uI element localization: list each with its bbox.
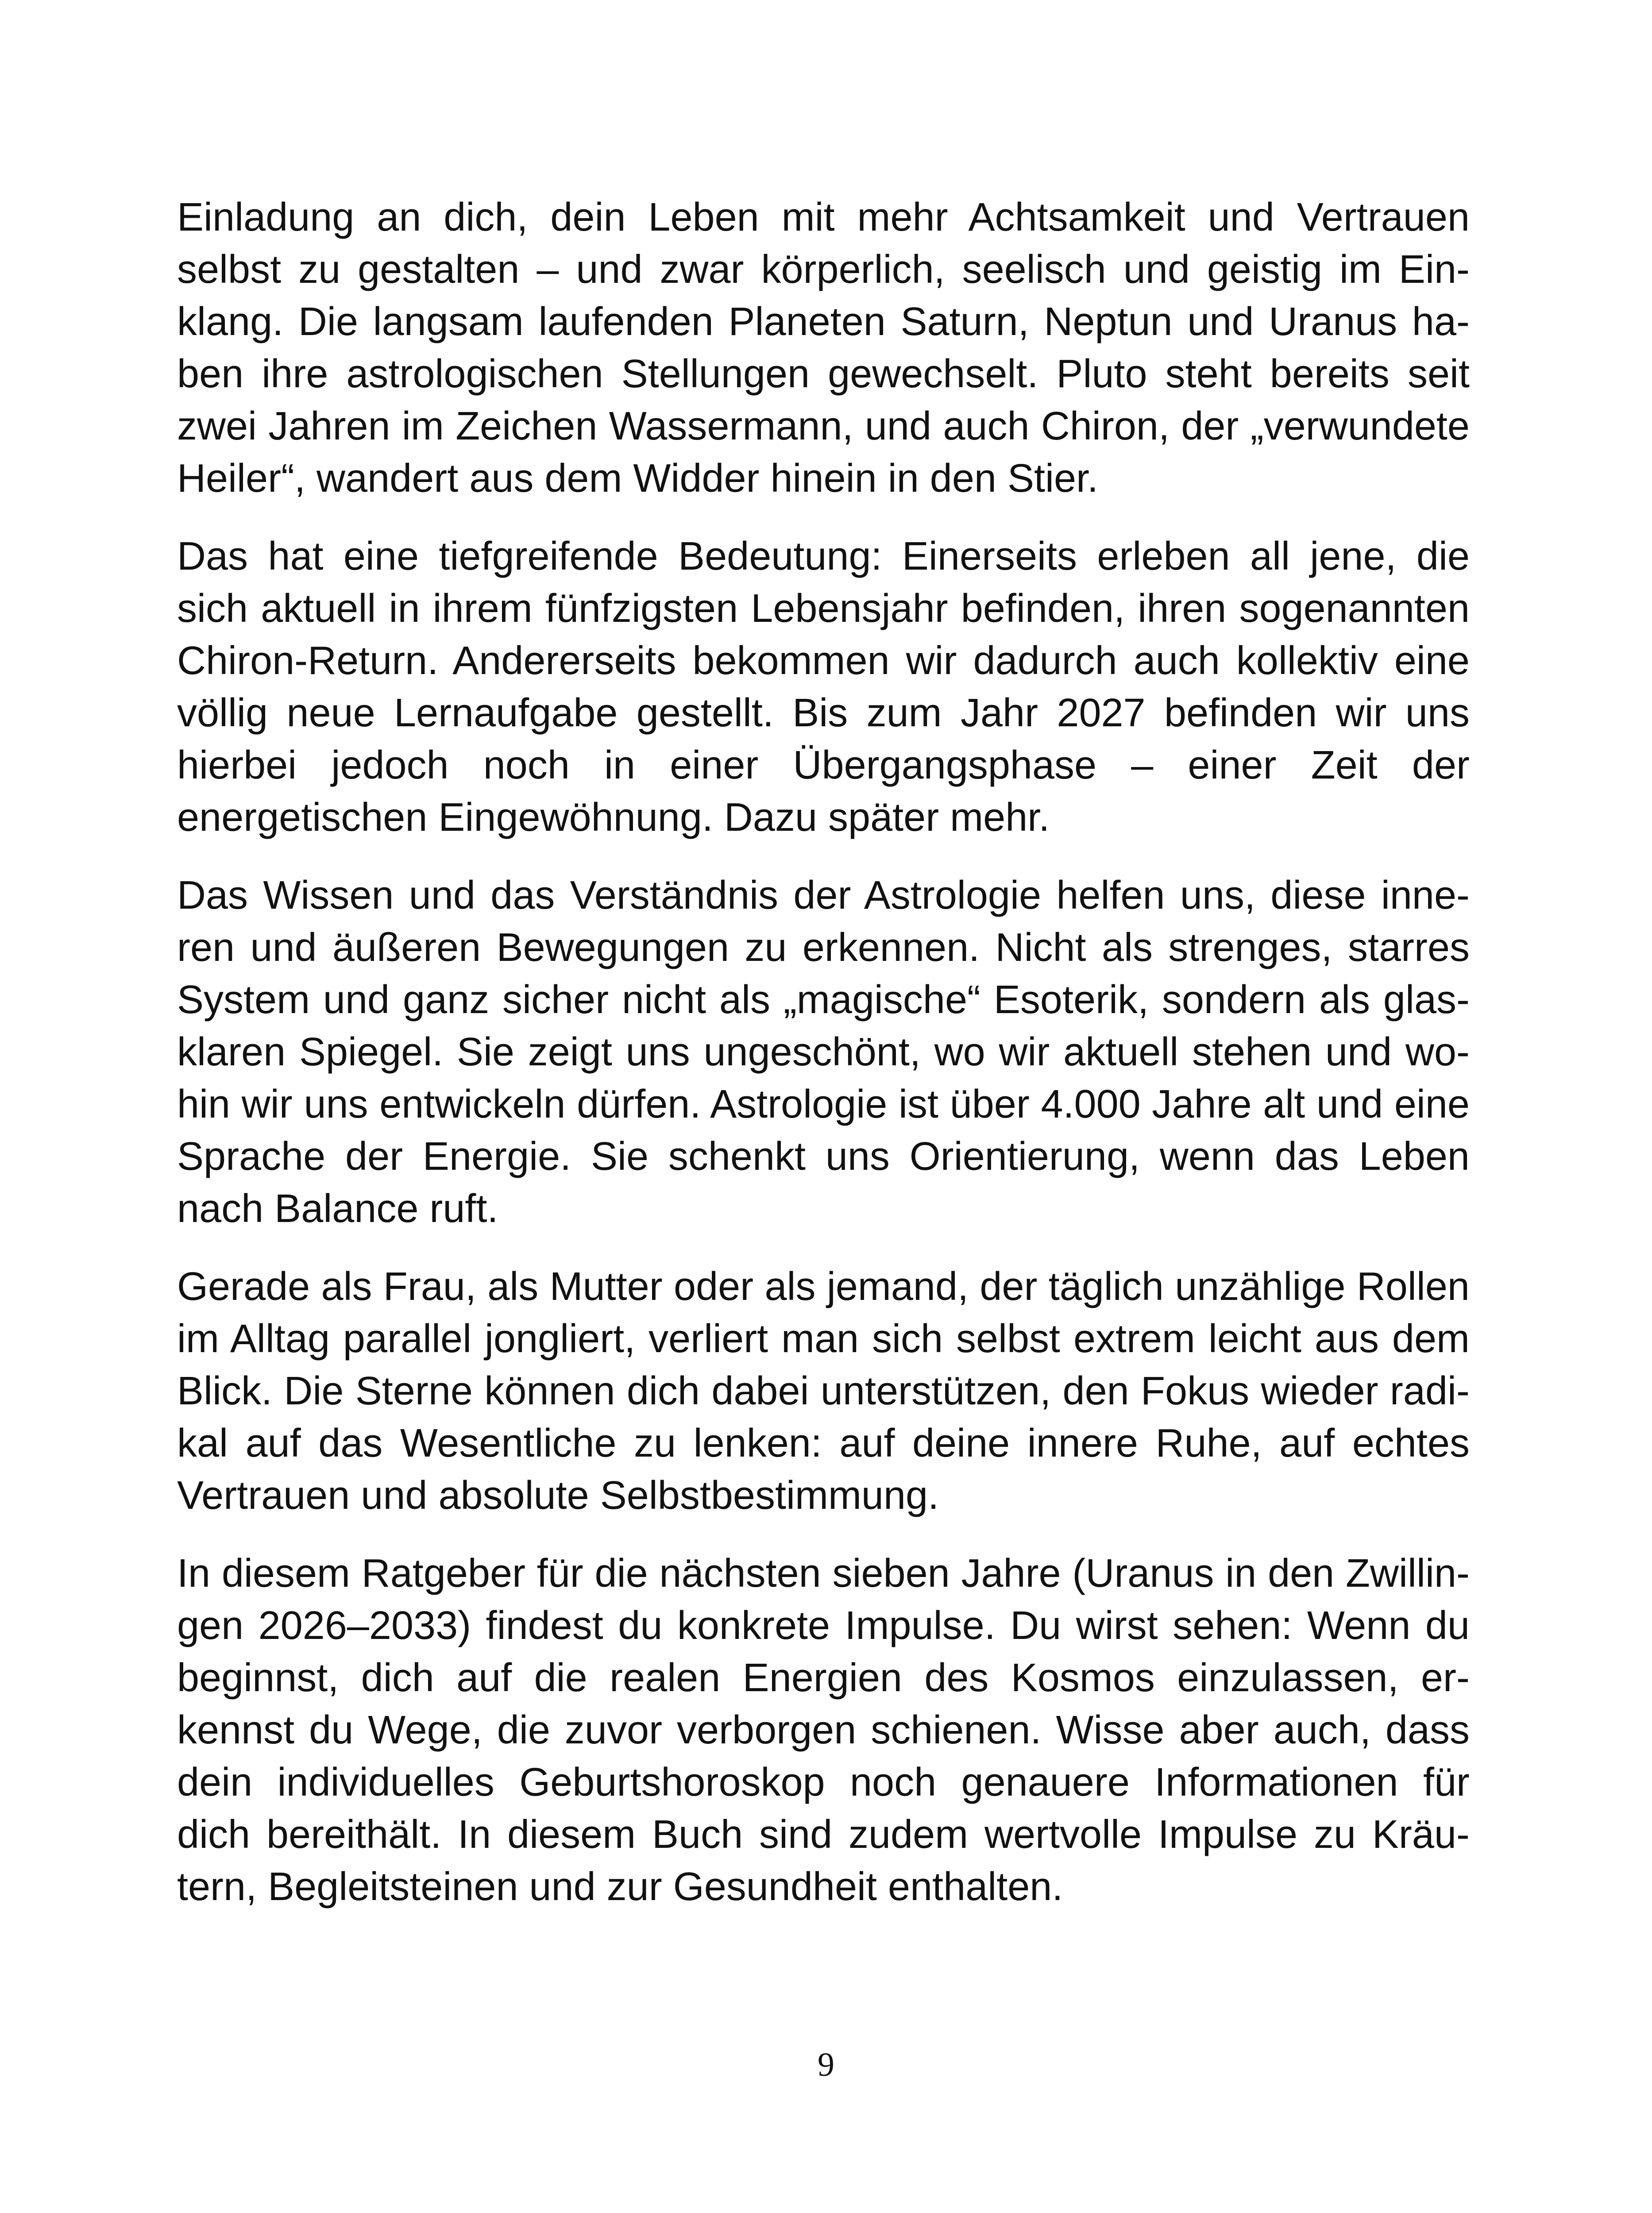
body-text [177,191,1470,1913]
paragraph-5: In diesem Ratgeber für die nächsten sieben Jahre (Uranus in den Zwillingen 2026–2033) findest du konkrete Impulse. Du wirst sehen: Wenn du beginnst, dich auf die realen Energien des Kosmos einzulassen, erkennst du Wege, die zuvor verborgen schienen. Wisse aber auch, dass dein individuelles Geburtshoroskop noch genauere Informationen für dich bereithält. In diesem Buch sind zudem wertvolle Impulse zu Kräutern, Begleitsteinen und zur Gesundheit enthalten. [177,1551,1470,1909]
page-number: 9 [818,2046,834,2083]
paragraph-2: Das hat eine tiefgreifende Bedeutung: Einerseits erleben all jene, die sich aktuell in ihrem fünfzigsten Lebensjahr befinden, ihren sogenannten Chiron-Return. Andererseits bekommen wir dadurch auch kollektiv eine völlig neue Lernaufgabe gestellt. Bis zum Jahr 2027 befinden wir uns hierbei jedoch noch in einer Übergangsphase – einer Zeit der energetischen Eingewöhnung. Dazu später mehr. [177,534,1470,840]
paragraph-1: Einladung an dich, dein Leben mit mehr Achtsamkeit und Vertrauen selbst zu gestalten – und zwar körperlich, seelisch und geistig im Einklang. Die langsam laufenden Planeten Saturn, Neptun und Uranus haben ihre astrologischen Stellungen gewechselt. Pluto steht bereits seit zwei Jahren im Zeichen Wassermann, und auch Chiron, der „verwundete Heiler“, wandert aus dem Widder hinein in den Stier. [177,195,1470,501]
paragraph-3: Das Wissen und das Verständnis der Astrologie helfen uns, diese inneren und äußeren Bewegungen zu erkennen. Nicht als strenges, starres System und ganz sicher nicht als „magische“ Esoterik, sondern als glasklaren Spiegel. Sie zeigt uns ungeschönt, wo wir aktuell stehen und wohin wir uns entwickeln dürfen. Astrologie ist über 4.000 Jahre alt und eine Sprache der Energie. Sie schenkt uns Orientierung, wenn das Leben nach Balance ruft. [177,873,1470,1231]
paragraph-4: Gerade als Frau, als Mutter oder als jemand, der täglich unzählige Rollen im Alltag parallel jongliert, verliert man sich selbst extrem leicht aus dem Blick. Die Sterne können dich dabei unterstützen, den Fokus wieder radikal auf das Wesentliche zu lenken: auf deine innere Ruhe, auf echtes Vertrauen und absolute Selbstbestimmung. [177,1265,1470,1518]
